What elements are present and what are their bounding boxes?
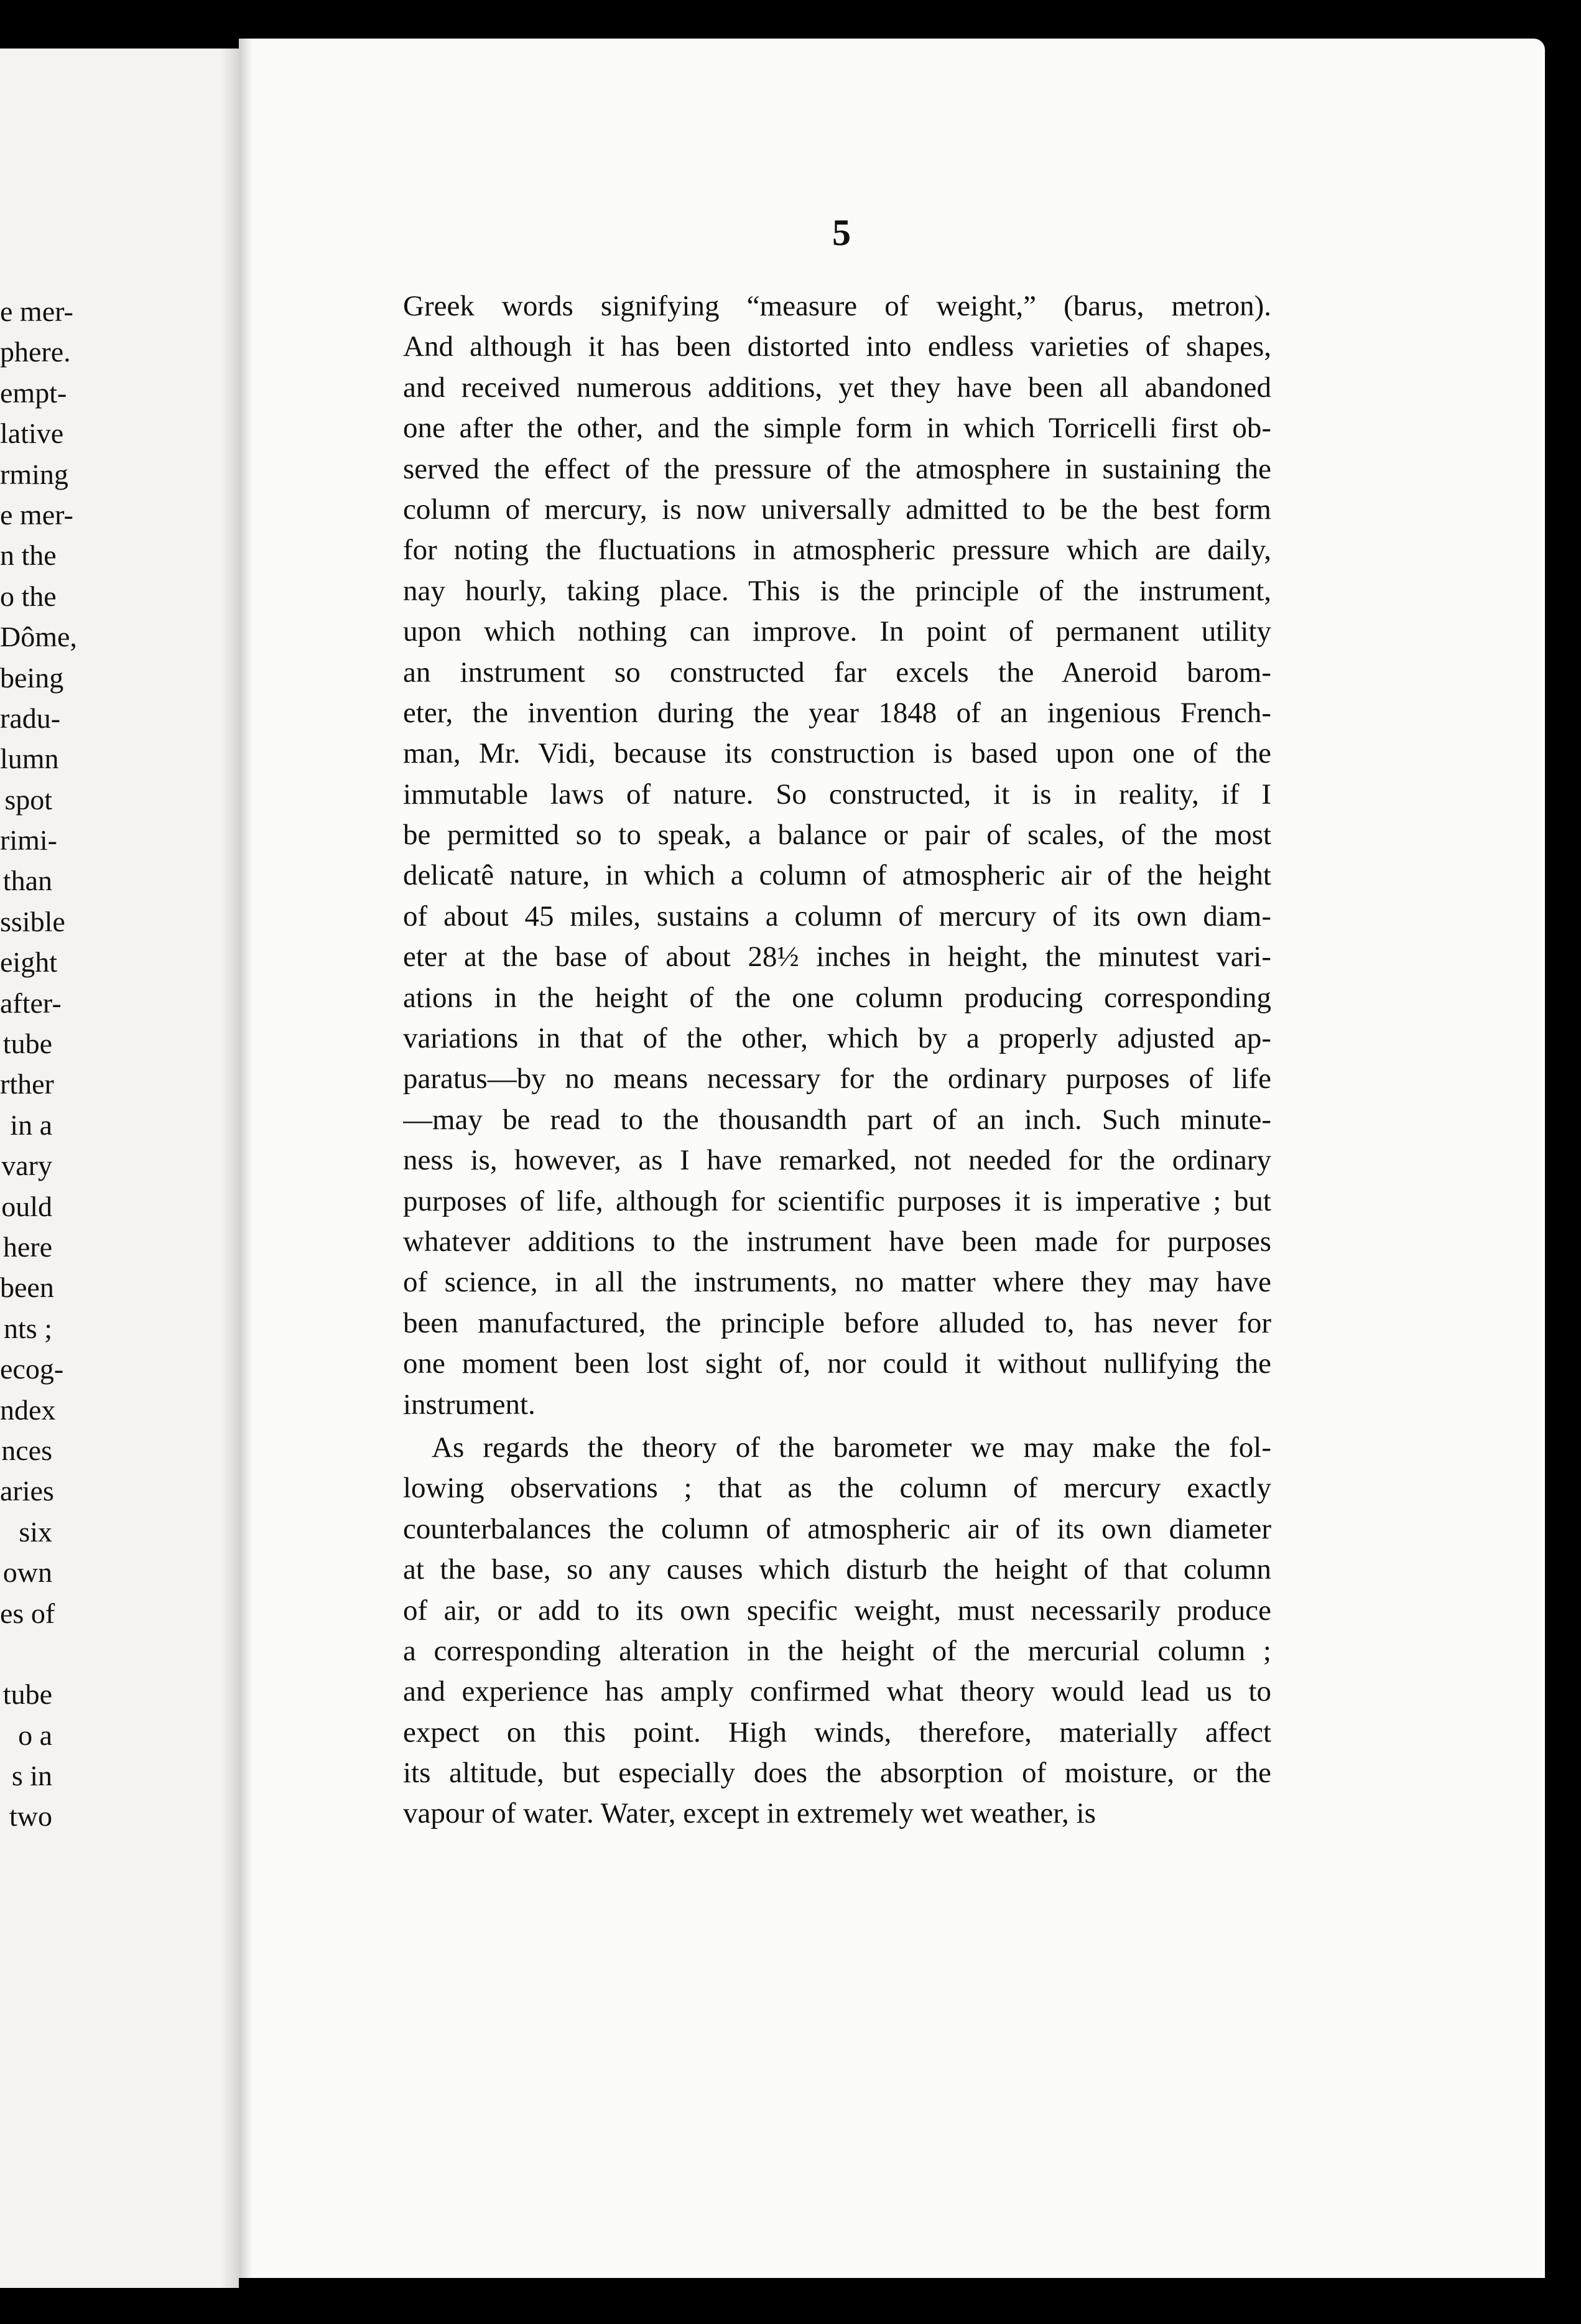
- text-line: and experience has amply confirmed what theory would lead us to: [403, 1675, 1271, 1708]
- left-fragment: ecog-: [0, 1353, 64, 1385]
- text-line: be permitted so to speak, a balance or pair of scales, of the most: [403, 819, 1271, 852]
- left-fragment: tube: [2, 1028, 52, 1060]
- left-fragment: e mer-: [0, 295, 73, 327]
- text-line: eter at the base of about 28½ inches in height, the minutest vari-: [403, 941, 1271, 974]
- text-line: purposes of life, although for scientific purposes it is imperative ; but: [403, 1184, 1271, 1217]
- text-line: its altitude, but especially does the absorption of moisture, or the: [403, 1757, 1271, 1790]
- left-fragment: spot: [4, 783, 52, 816]
- left-fragment: s in: [11, 1760, 52, 1792]
- left-fragment: two: [9, 1800, 52, 1833]
- left-fragment: [0, 1634, 52, 1674]
- left-fragment: six: [19, 1515, 52, 1548]
- text-line: upon which nothing can improve. In point of permanent utility: [403, 615, 1271, 648]
- left-fragment: aries: [0, 1475, 54, 1507]
- text-line: for noting the fluctuations in atmospheric pressure which are daily,: [403, 534, 1271, 567]
- left-fragment: vary: [1, 1150, 52, 1182]
- text-line: been manufactured, the principle before alluded to, has never for: [403, 1306, 1271, 1339]
- left-fragment: nces: [1, 1434, 52, 1466]
- left-fragment: rming: [0, 458, 68, 490]
- text-line: instrument.: [403, 1388, 536, 1421]
- left-fragment: phere.: [0, 336, 71, 368]
- left-fragment: ndex: [0, 1393, 56, 1426]
- left-fragment: ssible: [0, 905, 65, 937]
- left-fragment: nts ;: [4, 1312, 52, 1344]
- text-line: one after the other, and the simple form in which Torricelli first ob-: [403, 412, 1271, 445]
- text-line: Greek words signifying “measure of weight,” (barus, metron).: [403, 290, 1271, 322]
- text-line: —may be read to the thousandth part of an inch. Such minute-: [403, 1103, 1271, 1136]
- text-line: vapour of water. Water, except in extremely wet weather, is: [403, 1797, 1096, 1830]
- page-number: 5: [832, 212, 851, 253]
- text-line: whatever additions to the instrument have been made for purposes: [403, 1225, 1271, 1258]
- left-fragment: ould: [1, 1190, 52, 1222]
- left-fragment: after-: [0, 987, 62, 1019]
- text-line: And although it has been distorted into endless varieties of shapes,: [403, 330, 1271, 363]
- text-line: lowing observations ; that as the column of mercury exactly: [403, 1472, 1271, 1505]
- text-line: a corresponding alteration in the height of the mercurial column ;: [403, 1634, 1271, 1667]
- left-fragment: eight: [0, 946, 57, 978]
- left-fragment: lumn: [0, 743, 59, 775]
- text-line: column of mercury, is now universally admitted to be the best form: [403, 493, 1271, 526]
- left-fragment: than: [2, 865, 52, 897]
- text-line: ness is, however, as I have remarked, not needed for the ordinary: [403, 1144, 1271, 1177]
- text-line: man, Mr. Vidi, because its construction is based upon one of the: [403, 737, 1271, 770]
- text-line: and received numerous additions, yet they have been all abandoned: [403, 371, 1271, 404]
- left-page-text-fragments: [0, 291, 77, 1837]
- text-line: paratus—by no means necessary for the ordinary purposes of life: [403, 1062, 1271, 1095]
- text-line: immutable laws of nature. So constructed, it is in reality, if I: [403, 778, 1271, 811]
- paragraph-1: [403, 286, 1271, 1425]
- text-line: of science, in all the instruments, no matter where they may have: [403, 1266, 1271, 1299]
- text-line: at the base, so any causes which disturb the height of that column: [403, 1553, 1271, 1586]
- text-line: counterbalances the column of atmospheric air of its own diameter: [403, 1512, 1271, 1545]
- text-line: of about 45 miles, sustains a column of mercury of its own diam-: [403, 899, 1271, 932]
- left-fragment: been: [0, 1271, 54, 1304]
- left-fragment: empt-: [0, 376, 67, 409]
- text-line: expect on this point. High winds, therefore, materially affect: [403, 1716, 1271, 1749]
- left-fragment: tube: [2, 1678, 52, 1711]
- text-line: of air, or add to its own specific weight, must necessarily produce: [403, 1594, 1271, 1627]
- text-line: delicatê nature, in which a column of atmospheric air of the height: [403, 859, 1271, 892]
- left-fragment: o the: [0, 580, 57, 612]
- paragraph-2: [403, 1428, 1271, 1834]
- left-fragment: being: [0, 661, 64, 694]
- left-fragment: n the: [0, 539, 57, 572]
- left-fragment: rther: [0, 1068, 54, 1100]
- left-fragment: in a: [10, 1109, 52, 1141]
- left-fragment: here: [2, 1230, 52, 1263]
- left-fragment: es of: [0, 1597, 55, 1629]
- left-fragment: o a: [18, 1719, 52, 1751]
- text-line: served the effect of the pressure of the atmosphere in sustaining the: [403, 452, 1271, 485]
- right-page-gutter-shade: [239, 39, 253, 2278]
- text-line: eter, the invention during the year 1848 of an ingenious French-: [403, 696, 1271, 729]
- text-line: nay hourly, taking place. This is the principle of the instrument,: [403, 574, 1271, 607]
- body-text: [403, 286, 1271, 1834]
- text-line: ations in the height of the one column producing corresponding: [403, 981, 1271, 1014]
- left-fragment: radu-: [0, 702, 61, 734]
- gutter-shadow: [220, 49, 239, 2288]
- text-line: one moment been lost sight of, nor could it without nullifying the: [403, 1347, 1271, 1380]
- left-fragment: e mer-: [0, 498, 73, 531]
- left-fragment: rimi-: [0, 824, 57, 857]
- text-line: an instrument so constructed far excels the Aneroid barom-: [403, 656, 1271, 689]
- left-fragment: own: [2, 1556, 52, 1589]
- left-page: [0, 49, 239, 2288]
- text-line: variations in that of the other, which by a properly adjusted ap-: [403, 1022, 1271, 1055]
- text-line: As regards the theory of the barometer we may make the fol-: [432, 1431, 1271, 1464]
- left-fragment: Dôme,: [0, 621, 77, 653]
- left-fragment: lative: [0, 417, 64, 450]
